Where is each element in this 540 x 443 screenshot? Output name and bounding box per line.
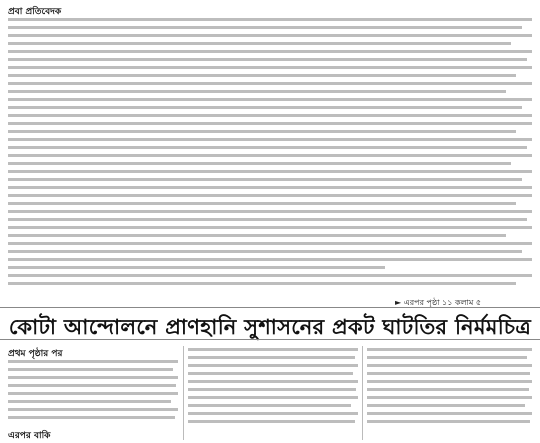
article-column-1 (8, 360, 178, 424)
headline-top-rule (0, 307, 540, 308)
article-column-2 (188, 348, 358, 428)
article-byline: প্রবা প্রতিবেদক (8, 7, 62, 17)
article-continuation-marker: ► এরপর পৃষ্ঠা ১১ কলাম ৫ (395, 298, 482, 307)
article-body-text (8, 18, 532, 290)
article-column-3 (367, 348, 532, 428)
headline-bottom-rule (0, 339, 540, 340)
column-divider (183, 346, 184, 440)
article-column-subheading: এরপর বাকি (8, 431, 51, 441)
article-page-label: প্রথম পৃষ্ঠার পর (8, 349, 63, 359)
column-divider (362, 346, 363, 440)
article-headline: কোটা আন্দোলনে প্রাণহানি সুশাসনের প্রকট ঘাটতির নির্মমচিত্র (8, 315, 532, 339)
